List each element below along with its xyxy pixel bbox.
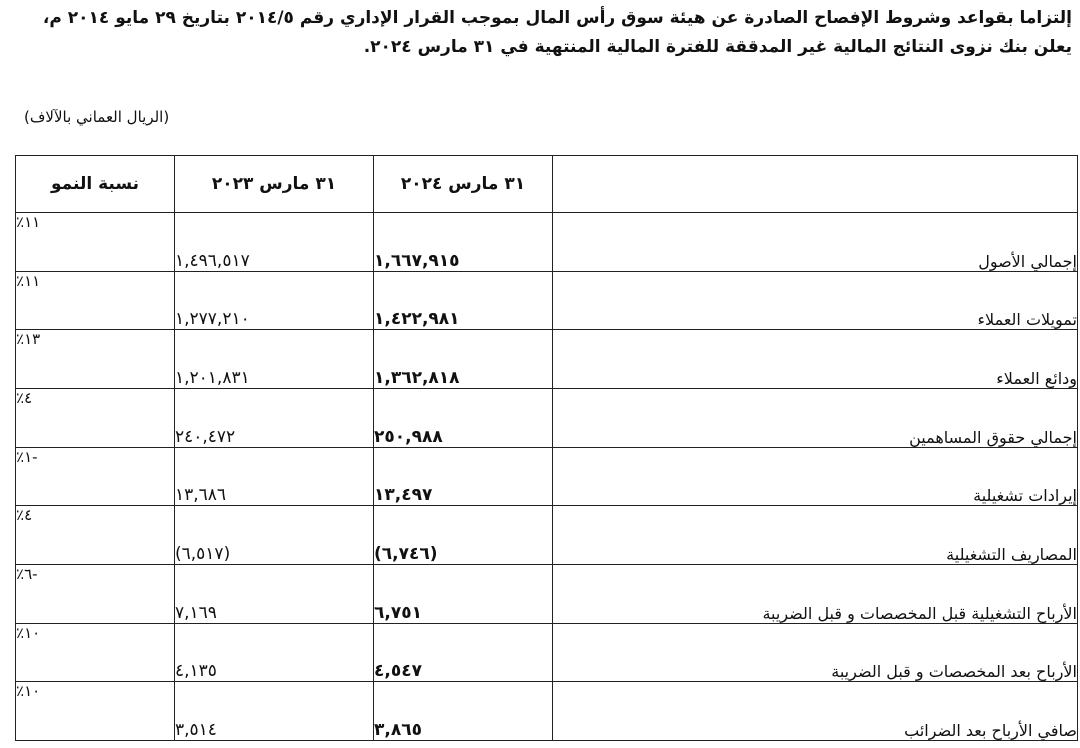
value-march-2024: ٣,٨٦٥ — [374, 682, 553, 741]
growth-rate: ١٠٪ — [16, 623, 175, 682]
row-label: الأرباح التشغيلية قبل المخصصات و قبل الضريبة — [553, 564, 1078, 623]
table-row — [16, 682, 1078, 741]
currency-unit-note: (الريال العماني بالآلاف) — [24, 108, 170, 126]
table-row — [16, 213, 1078, 272]
header-growth-rate: نسبة النمو — [16, 156, 175, 213]
value-march-2023: ١٣,٦٨٦ — [175, 447, 374, 506]
value-march-2024: ١,٦٦٧,٩١٥ — [374, 213, 553, 272]
growth-rate: ١٠٪ — [16, 682, 175, 741]
row-label: المصاريف التشغيلية — [553, 506, 1078, 565]
row-label: إجمالي الأصول — [553, 213, 1078, 272]
growth-rate: ١١٪ — [16, 213, 175, 272]
row-label: إجمالي حقوق المساهمين — [553, 388, 1078, 447]
row-label: إيرادات تشغيلية — [553, 447, 1078, 506]
value-march-2024: ٦,٧٥١ — [374, 564, 553, 623]
value-march-2023: ٧,١٦٩ — [175, 564, 374, 623]
growth-rate: ٤٪ — [16, 506, 175, 565]
row-label: صافي الأرباح بعد الضرائب — [553, 682, 1078, 741]
table-row — [16, 330, 1078, 389]
table-row — [16, 271, 1078, 330]
value-march-2023: ٣,٥١٤ — [175, 682, 374, 741]
growth-rate: -٦٪ — [16, 564, 175, 623]
value-march-2023: ٢٤٠,٤٧٢ — [175, 388, 374, 447]
value-march-2023: ١,٢٠١,٨٣١ — [175, 330, 374, 389]
value-march-2024: ١,٤٢٢,٩٨١ — [374, 271, 553, 330]
growth-rate: ٤٪ — [16, 388, 175, 447]
table-body — [16, 213, 1078, 741]
table-row — [16, 564, 1078, 623]
disclosure-line-1: إلتزاما بقواعد وشروط الإفصاح الصادرة عن هيئة سوق رأس المال بموجب القرار الإداري رقم ٢٠١٤/٥ بتاريخ ٢٩ مايو ٢٠١٤ م، — [42, 8, 1072, 28]
value-march-2023: ١,٢٧٧,٢١٠ — [175, 271, 374, 330]
header-march-2023: ٣١ مارس ٢٠٢٣ — [175, 156, 374, 213]
value-march-2023: ٤,١٣٥ — [175, 623, 374, 682]
header-label-column — [553, 156, 1078, 213]
table-row — [16, 388, 1078, 447]
value-march-2024: (٦,٧٤٦) — [374, 506, 553, 565]
row-label: ودائع العملاء — [553, 330, 1078, 389]
table-row — [16, 447, 1078, 506]
financial-results-table — [15, 155, 1078, 741]
header-march-2024: ٣١ مارس ٢٠٢٤ — [374, 156, 553, 213]
disclosure-line-2: يعلن بنك نزوى النتائج المالية غير المدققة للفترة المالية المنتهية في ٣١ مارس ٢٠٢٤. — [363, 37, 1072, 57]
value-march-2024: ١٣,٤٩٧ — [374, 447, 553, 506]
value-march-2023: ١,٤٩٦,٥١٧ — [175, 213, 374, 272]
table-row — [16, 506, 1078, 565]
table-header-row — [16, 156, 1078, 213]
row-label: الأرباح بعد المخصصات و قبل الضريبة — [553, 623, 1078, 682]
growth-rate: ١٣٪ — [16, 330, 175, 389]
growth-rate: -١٪ — [16, 447, 175, 506]
value-march-2023: (٦,٥١٧) — [175, 506, 374, 565]
row-label: تمويلات العملاء — [553, 271, 1078, 330]
growth-rate: ١١٪ — [16, 271, 175, 330]
table-row — [16, 623, 1078, 682]
value-march-2024: ٤,٥٤٧ — [374, 623, 553, 682]
value-march-2024: ٢٥٠,٩٨٨ — [374, 388, 553, 447]
value-march-2024: ١,٣٦٢,٨١٨ — [374, 330, 553, 389]
disclosure-statement — [8, 4, 1072, 62]
